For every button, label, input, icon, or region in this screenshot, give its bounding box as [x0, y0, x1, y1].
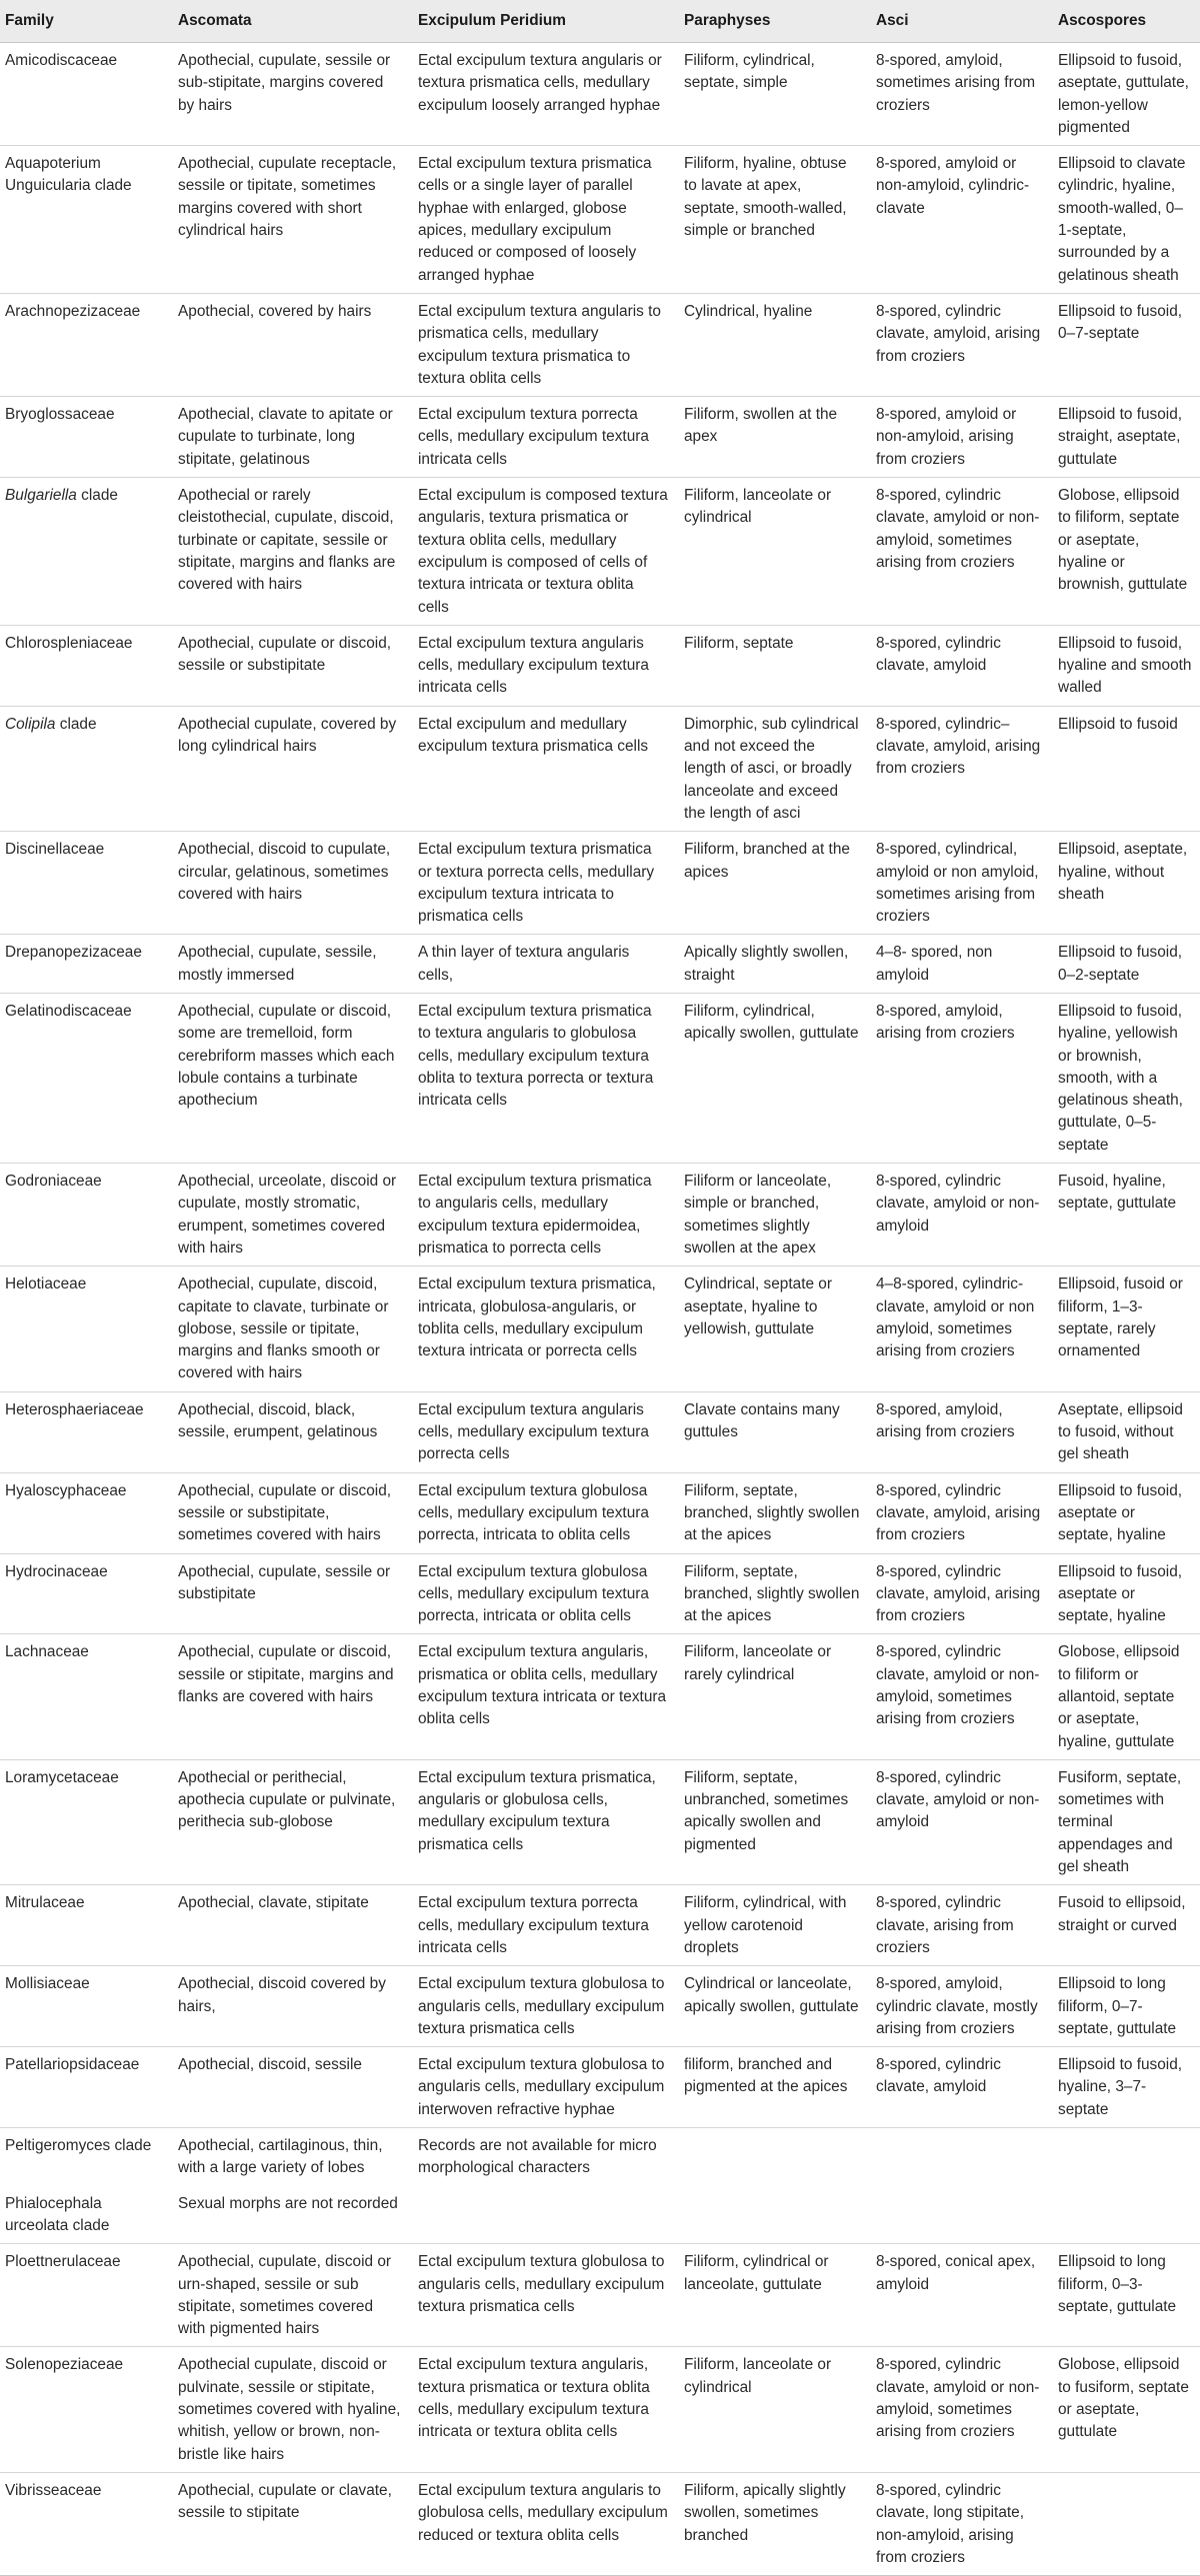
excipulum-cell: Ectal excipulum textura globulosa to angularis cells, medullary excipulum textura prismatica cells — [410, 1966, 676, 2047]
excipulum-cell: Ectal excipulum textura angularis to globulosa cells, medullary excipulum reduced or textura oblita cells — [410, 2472, 676, 2575]
col-header-paraphyses: Paraphyses — [676, 0, 868, 43]
asci-cell: 8-spored, cylindric clavate, arising from croziers — [868, 1885, 1050, 1966]
ascospores-cell: Ellipsoid to fusoid, hyaline, 3–7-septate — [1050, 2047, 1200, 2128]
family-genus-italic: Colipila — [5, 715, 56, 733]
ascospores-cell: Ellipsoid to fusoid, aseptate, guttulate, lemon-yellow pigmented — [1050, 43, 1200, 146]
excipulum-cell: Ectal excipulum textura angularis, prismatica or oblita cells, medullary excipulum textura intricata or textura oblita cells — [410, 1634, 676, 1759]
ascomata-cell: Apothecial or perithecial, apothecia cupulate or pulvinate, perithecia sub-globose — [170, 1759, 410, 1884]
ascospores-cell — [1050, 2128, 1200, 2186]
paraphyses-cell: Filiform, septate, unbranched, sometimes apically swollen and pigmented — [676, 1759, 868, 1884]
paraphyses-cell: Cylindrical or lanceolate, apically swollen, guttulate — [676, 1966, 868, 2047]
ascospores-cell: Ellipsoid to long filiform, 0–3-septate, guttulate — [1050, 2244, 1200, 2347]
paraphyses-cell: Filiform, swollen at the apex — [676, 397, 868, 478]
table-row — [0, 1966, 1200, 2047]
ascospores-cell: Ellipsoid to fusoid, hyaline and smooth walled — [1050, 625, 1200, 706]
table-row — [0, 478, 1200, 626]
col-header-excipulum: Excipulum Peridium — [410, 0, 676, 43]
family-cell: Heterosphaeriaceae — [0, 1391, 170, 1472]
excipulum-cell: Ectal excipulum textura prismatica cells or a single layer of parallel hyphae with enlarged, globose apices, medullary excipulum reduced or composed of loosely arranged hyphae — [410, 146, 676, 294]
ascospores-cell: Ellipsoid to fusoid, 0–7-septate — [1050, 293, 1200, 396]
family-cell: Amicodiscaceae — [0, 43, 170, 146]
family-cell: Solenopeziaceae — [0, 2347, 170, 2472]
col-header-asci: Asci — [868, 0, 1050, 43]
paraphyses-cell: Filiform, hyaline, obtuse to lavate at apex, septate, smooth-walled, simple or branched — [676, 146, 868, 294]
col-header-ascospores: Ascospores — [1050, 0, 1200, 43]
asci-cell: 8-spored, cylindric clavate, amyloid or non-amyloid, sometimes arising from croziers — [868, 1634, 1050, 1759]
paraphyses-cell: Cylindrical, septate or aseptate, hyaline to yellowish, guttulate — [676, 1267, 868, 1391]
ascospores-cell: Globose, ellipsoid to fusiform, septate or aseptate, guttulate — [1050, 2347, 1200, 2472]
paraphyses-cell — [676, 2186, 868, 2244]
asci-cell — [868, 2128, 1050, 2186]
table-row — [0, 1267, 1200, 1391]
table-row — [0, 2047, 1200, 2128]
ascomata-cell: Apothecial, cupulate, sessile, mostly immersed — [170, 935, 410, 994]
family-cell — [0, 478, 170, 626]
ascomata-cell: Apothecial, cupulate or clavate, sessile to stipitate — [170, 2472, 410, 2575]
ascospores-cell: Fusiform, septate, sometimes with terminal appendages and gel sheath — [1050, 1759, 1200, 1884]
table-row — [0, 832, 1200, 935]
family-cell: Patellariopsidaceae — [0, 2047, 170, 2128]
ascomata-cell: Apothecial, clavate to apitate or cupulate to turbinate, long stipitate, gelatinous — [170, 397, 410, 478]
family-cell: Loramycetaceae — [0, 1759, 170, 1884]
asci-cell: 8-spored, cylindric clavate, long stipitate, non-amyloid, arising from croziers — [868, 2472, 1050, 2575]
ascomata-cell: Apothecial, discoid, black, sessile, erumpent, gelatinous — [170, 1391, 410, 1472]
ascospores-cell: Ellipsoid to fusoid, hyaline, yellowish or brownish, smooth, with a gelatinous sheath, guttulate, 0–5-septate — [1050, 993, 1200, 1163]
col-header-family: Family — [0, 0, 170, 43]
ascomata-cell: Apothecial, discoid covered by hairs, — [170, 1966, 410, 2047]
paraphyses-cell: filiform, branched and pigmented at the apices — [676, 2047, 868, 2128]
family-cell: Arachnopezizaceae — [0, 293, 170, 396]
family-cell: Aquapoterium Unguicularia clade — [0, 146, 170, 294]
asci-cell: 8-spored, cylindric clavate, amyloid or non-amyloid — [868, 1164, 1050, 1267]
asci-cell: 8-spored, amyloid, sometimes arising from croziers — [868, 43, 1050, 146]
header-row — [0, 0, 1200, 43]
table-row — [0, 625, 1200, 706]
paraphyses-cell: Apically slightly swollen, straight — [676, 935, 868, 994]
asci-cell: 8-spored, cylindrical, amyloid or non amyloid, sometimes arising from croziers — [868, 832, 1050, 935]
ascomata-cell: Apothecial, cupulate or discoid, some are tremelloid, form cerebriform masses which each lobule contains a turbinate apothecium — [170, 993, 410, 1163]
family-cell: Godroniaceae — [0, 1164, 170, 1267]
table-row — [0, 706, 1200, 831]
ascomata-cell: Apothecial, clavate, stipitate — [170, 1885, 410, 1966]
family-genus-italic: Bulgariella — [5, 487, 77, 505]
ascospores-cell: Ellipsoid to fusoid, 0–2-septate — [1050, 935, 1200, 994]
ascomata-cell: Apothecial cupulate, covered by long cylindrical hairs — [170, 706, 410, 831]
ascomata-cell: Sexual morphs are not recorded — [170, 2186, 410, 2244]
family-cell: Phialocephala urceolata clade — [0, 2186, 170, 2244]
family-cell: Hyaloscyphaceae — [0, 1472, 170, 1553]
paraphyses-cell: Filiform, lanceolate or rarely cylindrical — [676, 1634, 868, 1759]
asci-cell: 8-spored, cylindric clavate, amyloid or non-amyloid — [868, 1759, 1050, 1884]
table-row — [0, 1553, 1200, 1634]
paraphyses-cell: Filiform, lanceolate or cylindrical — [676, 2347, 868, 2472]
excipulum-cell: Ectal excipulum textura globulosa to angularis cells, medullary excipulum textura prismatica cells — [410, 2244, 676, 2347]
table-row — [0, 2244, 1200, 2347]
excipulum-cell: Ectal excipulum textura globulosa cells, medullary excipulum textura porrecta, intricata or oblita cells — [410, 1553, 676, 1634]
excipulum-cell — [410, 2186, 676, 2244]
ascomata-cell: Apothecial, cupulate, discoid or urn-shaped, sessile or sub stipitate, sometimes covered with pigmented hairs — [170, 2244, 410, 2347]
table-row — [0, 1391, 1200, 1472]
paraphyses-cell: Clavate contains many guttules — [676, 1391, 868, 1472]
family-cell: Vibrisseaceae — [0, 2472, 170, 2575]
family-suffix: clade — [55, 715, 97, 733]
paraphyses-cell: Filiform, cylindrical or lanceolate, guttulate — [676, 2244, 868, 2347]
ascospores-cell: Ellipsoid, aseptate, hyaline, without sheath — [1050, 832, 1200, 935]
ascospores-cell: Globose, ellipsoid to filiform, septate or aseptate, hyaline or brownish, guttulate — [1050, 478, 1200, 626]
excipulum-cell: A thin layer of textura angularis cells, — [410, 935, 676, 994]
table-row — [0, 43, 1200, 146]
ascospores-cell: Fusoid to ellipsoid, straight or curved — [1050, 1885, 1200, 1966]
family-cell: Ploettnerulaceae — [0, 2244, 170, 2347]
ascospores-cell — [1050, 2472, 1200, 2575]
table-row — [0, 2186, 1200, 2244]
asci-cell: 8-spored, amyloid or non-amyloid, arising from croziers — [868, 397, 1050, 478]
ascomata-cell: Apothecial, cupulate, sessile or sub-stipitate, margins covered by hairs — [170, 43, 410, 146]
excipulum-cell: Ectal excipulum textura angularis cells, medullary excipulum textura porrecta cells — [410, 1391, 676, 1472]
family-cell: Mollisiaceae — [0, 1966, 170, 2047]
asci-cell: 8-spored, cylindric clavate, amyloid or non-amyloid, sometimes arising from croziers — [868, 2347, 1050, 2472]
ascospores-cell: Ellipsoid to fusoid, aseptate or septate, hyaline — [1050, 1553, 1200, 1634]
asci-cell: 8-spored, cylindric clavate, amyloid — [868, 2047, 1050, 2128]
ascospores-cell: Ellipsoid to fusoid, aseptate or septate, hyaline — [1050, 1472, 1200, 1553]
paraphyses-cell: Dimorphic, sub cylindrical and not exceed the length of asci, or broadly lanceolate and exceed the length of asci — [676, 706, 868, 831]
family-cell: Hydrocinaceae — [0, 1553, 170, 1634]
asci-cell: 8-spored, cylindric clavate, amyloid — [868, 625, 1050, 706]
paraphyses-cell: Filiform, apically slightly swollen, sometimes branched — [676, 2472, 868, 2575]
family-cell: Discinellaceae — [0, 832, 170, 935]
table-row — [0, 1759, 1200, 1884]
ascomata-cell: Apothecial or rarely cleistothecial, cupulate, discoid, turbinate or capitate, sessile or stipitate, margins and flanks are covered with hairs — [170, 478, 410, 626]
ascomata-cell: Apothecial, urceolate, discoid or cupulate, mostly stromatic, erumpent, sometimes covered with hairs — [170, 1164, 410, 1267]
excipulum-cell: Records are not available for micro morphological characters — [418, 2137, 657, 2177]
table-row — [0, 2128, 1200, 2186]
asci-cell: 8-spored, cylindric clavate, amyloid, arising from croziers — [868, 1553, 1050, 1634]
col-header-ascomata: Ascomata — [170, 0, 410, 43]
table-row — [0, 146, 1200, 294]
paraphyses-cell: Filiform, lanceolate or cylindrical — [676, 478, 868, 626]
family-cell: Helotiaceae — [0, 1267, 170, 1391]
family-cell: Gelatinodiscaceae — [0, 993, 170, 1163]
family-cell: Lachnaceae — [0, 1634, 170, 1759]
excipulum-cell: Ectal excipulum textura angularis to prismatica cells, medullary excipulum textura prismatica to textura oblita cells — [410, 293, 676, 396]
ascospores-cell: Ellipsoid to long filiform, 0–7-septate, guttulate — [1050, 1966, 1200, 2047]
table-row — [0, 935, 1200, 994]
family-cell: Mitrulaceae — [0, 1885, 170, 1966]
excipulum-cell: Ectal excipulum textura angularis, textura prismatica or textura oblita cells, medullary excipulum textura intricata or textura oblita cells — [410, 2347, 676, 2472]
asci-cell: 8-spored, cylindric–clavate, amyloid, arising from croziers — [868, 706, 1050, 831]
asci-cell: 8-spored, amyloid, arising from croziers — [868, 993, 1050, 1163]
asci-cell: 8-spored, cylindric clavate, amyloid, arising from croziers — [868, 293, 1050, 396]
family-cell: Peltigeromyces clade — [5, 2137, 152, 2155]
paraphyses-cell: Filiform, branched at the apices — [676, 832, 868, 935]
asci-cell: 8-spored, amyloid, cylindric clavate, mostly arising from croziers — [868, 1966, 1050, 2047]
asci-cell: 8-spored, cylindric clavate, amyloid or non-amyloid, sometimes arising from croziers — [868, 478, 1050, 626]
paraphyses-cell: Filiform, septate — [676, 625, 868, 706]
asci-cell: 8-spored, conical apex, amyloid — [868, 2244, 1050, 2347]
asci-cell — [868, 2186, 1050, 2244]
table-row — [0, 2472, 1200, 2575]
table-body — [0, 43, 1200, 2576]
paraphyses-cell: Filiform, cylindrical, septate, simple — [676, 43, 868, 146]
family-cell — [0, 706, 170, 831]
ascomata-cell: Apothecial, cupulate or discoid, sessile or substipitate, sometimes covered with hairs — [170, 1472, 410, 1553]
ascomata-cell: Apothecial, discoid, sessile — [170, 2047, 410, 2128]
excipulum-cell: Ectal excipulum textura angularis or textura prismatica cells, medullary excipulum loosely arranged hyphae — [410, 43, 676, 146]
ascospores-cell — [1050, 2186, 1200, 2244]
ascomata-cell: Apothecial, discoid to cupulate, circular, gelatinous, sometimes covered with hairs — [170, 832, 410, 935]
family-cell: Drepanopezizaceae — [0, 935, 170, 994]
excipulum-cell: Ectal excipulum textura prismatica or textura porrecta cells, medullary excipulum textura intricata to prismatica cells — [410, 832, 676, 935]
excipulum-cell: Ectal excipulum textura prismatica to angularis cells, medullary excipulum textura epidermoidea, prismatica to porrecta cells — [410, 1164, 676, 1267]
ascomata-cell: Apothecial, cupulate or discoid, sessile or substipitate — [170, 625, 410, 706]
excipulum-cell: Ectal excipulum textura angularis cells, medullary excipulum textura intricata cells — [410, 625, 676, 706]
ascomata-cell: Apothecial, cartilaginous, thin, with a large variety of lobes — [178, 2137, 383, 2177]
excipulum-cell: Ectal excipulum textura globulosa cells, medullary excipulum textura porrecta, intricata to oblita cells — [410, 1472, 676, 1553]
paraphyses-cell: Filiform, cylindrical, apically swollen, guttulate — [676, 993, 868, 1163]
family-cell: Chlorospleniaceae — [0, 625, 170, 706]
excipulum-cell: Ectal excipulum textura prismatica, angularis or globulosa cells, medullary excipulum textura prismatica cells — [410, 1759, 676, 1884]
asci-cell: 8-spored, amyloid or non-amyloid, cylindric-clavate — [868, 146, 1050, 294]
ascomata-cell: Apothecial, cupulate or discoid, sessile or stipitate, margins and flanks are covered with hairs — [170, 1634, 410, 1759]
excipulum-cell: Ectal excipulum textura globulosa to angularis cells, medullary excipulum interwoven refractive hyphae — [410, 2047, 676, 2128]
paraphyses-cell: Filiform, cylindrical, with yellow carotenoid droplets — [676, 1885, 868, 1966]
table-row — [0, 1472, 1200, 1553]
table-row — [0, 1634, 1200, 1759]
ascomata-cell: Apothecial cupulate, discoid or pulvinate, sessile or stipitate, sometimes covered with hyaline, whitish, yellow or brown, non-bristle like hairs — [170, 2347, 410, 2472]
asci-cell: 8-spored, amyloid, arising from croziers — [868, 1391, 1050, 1472]
ascomata-cell: Apothecial, cupulate receptacle, sessile or tipitate, sometimes margins covered with short cylindrical hairs — [170, 146, 410, 294]
asci-cell: 4–8- spored, non amyloid — [868, 935, 1050, 994]
ascospores-cell: Aseptate, ellipsoid to fusoid, without gel sheath — [1050, 1391, 1200, 1472]
table-row — [0, 397, 1200, 478]
asci-cell: 4–8-spored, cylindric-clavate, amyloid or non amyloid, sometimes arising from croziers — [868, 1267, 1050, 1391]
ascospores-cell: Ellipsoid to fusoid, straight, aseptate, guttulate — [1050, 397, 1200, 478]
excipulum-cell: Ectal excipulum is composed textura angularis, textura prismatica or textura oblita cells, medullary excipulum is composed of cells of textura intricata or textura oblita cells — [410, 478, 676, 626]
paraphyses-cell: Filiform or lanceolate, simple or branched, sometimes slightly swollen at the apex — [676, 1164, 868, 1267]
ascospores-cell: Globose, ellipsoid to filiform or allantoid, septate or aseptate, hyaline, guttulate — [1050, 1634, 1200, 1759]
ascospores-cell: Ellipsoid to clavate cylindric, hyaline, smooth-walled, 0–1-septate, surrounded by a gelatinous sheath — [1050, 146, 1200, 294]
family-suffix: clade — [76, 487, 118, 505]
excipulum-cell: Ectal excipulum textura prismatica, intricata, globulosa-angularis, or toblita cells, medullary excipulum textura intricata or porrecta cells — [410, 1267, 676, 1391]
ascomata-cell: Apothecial, cupulate, sessile or substipitate — [170, 1553, 410, 1634]
table-row — [0, 1885, 1200, 1966]
excipulum-cell: Ectal excipulum textura porrecta cells, medullary excipulum textura intricata cells — [410, 1885, 676, 1966]
paraphyses-cell: Cylindrical, hyaline — [676, 293, 868, 396]
paraphyses-cell — [676, 2128, 868, 2186]
ascospores-cell: Fusoid, hyaline, septate, guttulate — [1050, 1164, 1200, 1267]
ascomata-cell: Apothecial, cupulate, discoid, capitate to clavate, turbinate or globose, sessile or tipitate, margins and flanks smooth or covered with hairs — [170, 1267, 410, 1391]
ascomata-cell: Apothecial, covered by hairs — [170, 293, 410, 396]
excipulum-cell: Ectal excipulum textura prismatica to textura angularis to globulosa cells, medullary excipulum textura oblita to textura porrecta or textura intricata cells — [410, 993, 676, 1163]
ascospores-cell: Ellipsoid to fusoid — [1050, 706, 1200, 831]
table-row — [0, 1164, 1200, 1267]
table-row — [0, 2347, 1200, 2472]
asci-cell: 8-spored, cylindric clavate, amyloid, arising from croziers — [868, 1472, 1050, 1553]
excipulum-cell: Ectal excipulum textura porrecta cells, medullary excipulum textura intricata cells — [410, 397, 676, 478]
paraphyses-cell: Filiform, septate, branched, slightly swollen at the apices — [676, 1472, 868, 1553]
ascospores-cell: Ellipsoid, fusoid or filiform, 1–3-septate, rarely ornamented — [1050, 1267, 1200, 1391]
paraphyses-cell: Filiform, septate, branched, slightly swollen at the apices — [676, 1553, 868, 1634]
table-row — [0, 293, 1200, 396]
family-cell: Bryoglossaceae — [0, 397, 170, 478]
excipulum-cell: Ectal excipulum and medullary excipulum textura prismatica cells — [410, 706, 676, 831]
table-row — [0, 993, 1200, 1163]
